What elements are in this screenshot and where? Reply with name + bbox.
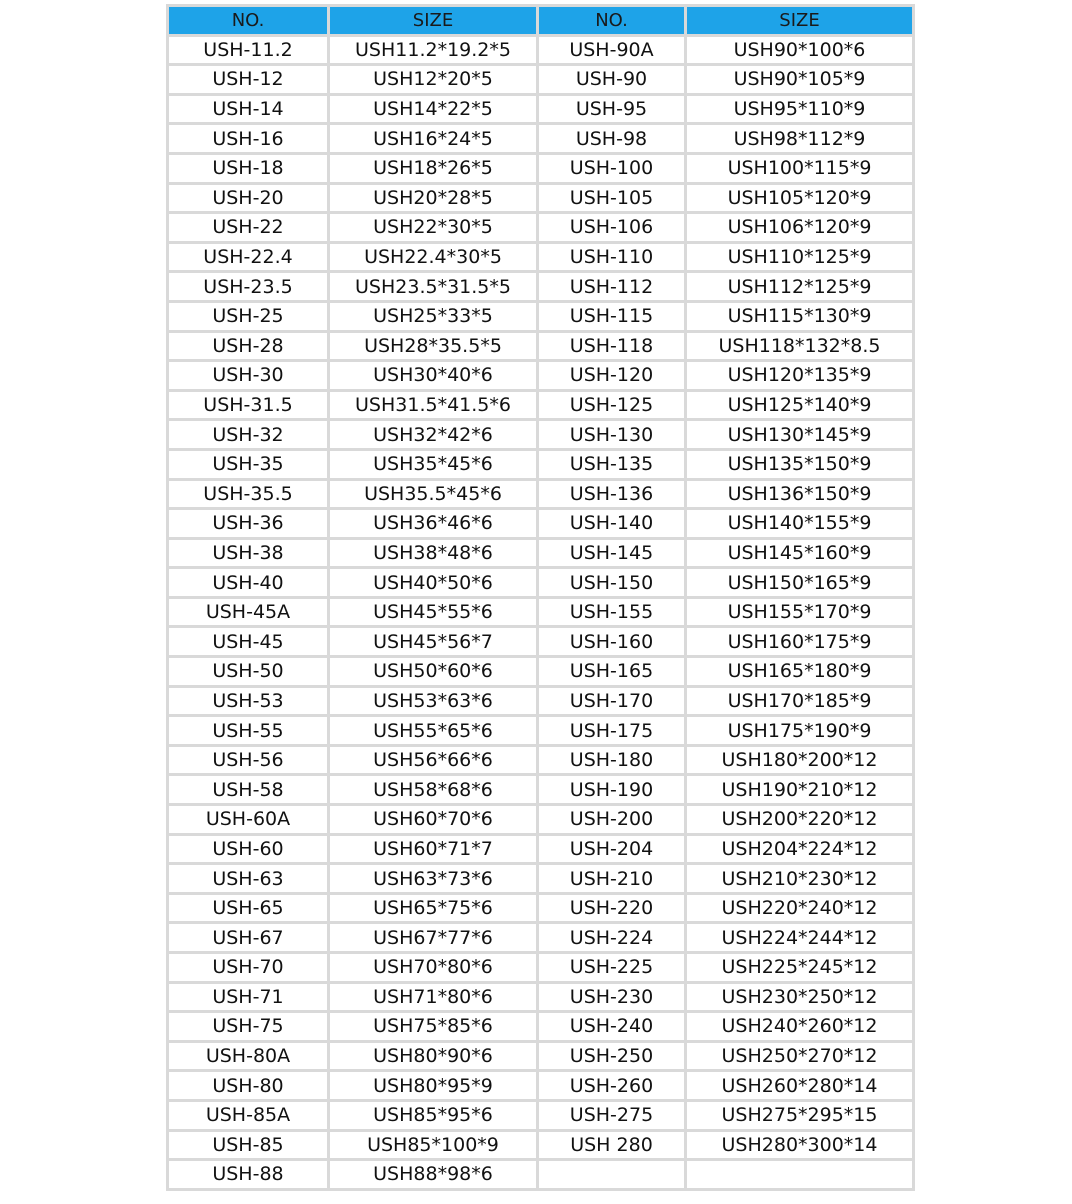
table-row — [169, 1043, 912, 1070]
header-size-left: SIZE — [330, 7, 536, 34]
table-row — [169, 836, 912, 863]
size-left-cell: USH14*22*5 — [330, 96, 536, 123]
size-left-cell: USH28*35.5*5 — [330, 333, 536, 360]
no-right-cell: USH-224 — [539, 924, 684, 951]
no-left-cell: USH-65 — [169, 895, 327, 922]
header-size-right: SIZE — [687, 7, 912, 34]
no-left-cell: USH-85A — [169, 1102, 327, 1129]
no-left-cell: USH-22 — [169, 214, 327, 241]
size-left-cell: USH35*45*6 — [330, 451, 536, 478]
size-left-cell: USH45*55*6 — [330, 599, 536, 626]
size-left-cell: USH53*63*6 — [330, 688, 536, 715]
no-right-cell: USH-210 — [539, 865, 684, 892]
table-row — [169, 155, 912, 182]
header-row — [169, 7, 912, 34]
size-right-cell: USH110*125*9 — [687, 244, 912, 271]
size-right-cell: USH170*185*9 — [687, 688, 912, 715]
no-right-cell: USH-225 — [539, 954, 684, 981]
size-left-cell: USH60*70*6 — [330, 806, 536, 833]
no-right-cell: USH-145 — [539, 540, 684, 567]
size-left-cell: USH31.5*41.5*6 — [330, 392, 536, 419]
table-row — [169, 954, 912, 981]
table-row — [169, 776, 912, 803]
no-left-cell: USH-40 — [169, 569, 327, 596]
no-right-cell: USH-112 — [539, 273, 684, 300]
size-right-cell: USH98*112*9 — [687, 125, 912, 152]
size-left-cell: USH38*48*6 — [330, 540, 536, 567]
no-left-cell: USH-80 — [169, 1072, 327, 1099]
no-left-cell: USH-32 — [169, 421, 327, 448]
size-right-cell: USH130*145*9 — [687, 421, 912, 448]
size-right-cell — [687, 1161, 912, 1188]
size-left-cell: USH85*100*9 — [330, 1132, 536, 1159]
no-left-cell: USH-71 — [169, 984, 327, 1011]
size-left-cell: USH40*50*6 — [330, 569, 536, 596]
table-row — [169, 185, 912, 212]
table-row — [169, 569, 912, 596]
no-right-cell: USH-180 — [539, 747, 684, 774]
table-row — [169, 392, 912, 419]
table-row — [169, 599, 912, 626]
table-row — [169, 244, 912, 271]
no-right-cell: USH-115 — [539, 303, 684, 330]
table-row — [169, 96, 912, 123]
size-right-cell: USH210*230*12 — [687, 865, 912, 892]
table-row — [169, 1072, 912, 1099]
no-left-cell: USH-56 — [169, 747, 327, 774]
size-right-cell: USH230*250*12 — [687, 984, 912, 1011]
size-left-cell: USH80*95*9 — [330, 1072, 536, 1099]
size-left-cell: USH63*73*6 — [330, 865, 536, 892]
size-right-cell: USH106*120*9 — [687, 214, 912, 241]
no-right-cell: USH-150 — [539, 569, 684, 596]
header-no-left: NO. — [169, 7, 327, 34]
no-left-cell: USH-36 — [169, 510, 327, 537]
size-right-cell: USH190*210*12 — [687, 776, 912, 803]
no-right-cell: USH-135 — [539, 451, 684, 478]
table-row — [169, 628, 912, 655]
no-right-cell: USH 280 — [539, 1132, 684, 1159]
size-left-cell: USH45*56*7 — [330, 628, 536, 655]
table-row — [169, 421, 912, 448]
no-left-cell: USH-45 — [169, 628, 327, 655]
no-left-cell: USH-75 — [169, 1013, 327, 1040]
no-right-cell: USH-105 — [539, 185, 684, 212]
no-left-cell: USH-25 — [169, 303, 327, 330]
no-right-cell: USH-165 — [539, 658, 684, 685]
table-row — [169, 1013, 912, 1040]
size-left-cell: USH70*80*6 — [330, 954, 536, 981]
size-left-cell: USH55*65*6 — [330, 717, 536, 744]
size-left-cell: USH25*33*5 — [330, 303, 536, 330]
size-left-cell: USH18*26*5 — [330, 155, 536, 182]
size-left-cell: USH56*66*6 — [330, 747, 536, 774]
no-left-cell: USH-31.5 — [169, 392, 327, 419]
no-left-cell: USH-67 — [169, 924, 327, 951]
size-right-cell: USH165*180*9 — [687, 658, 912, 685]
size-right-cell: USH280*300*14 — [687, 1132, 912, 1159]
size-right-cell: USH275*295*15 — [687, 1102, 912, 1129]
size-right-cell: USH90*105*9 — [687, 66, 912, 93]
no-left-cell: USH-63 — [169, 865, 327, 892]
no-right-cell: USH-175 — [539, 717, 684, 744]
size-right-cell: USH90*100*6 — [687, 37, 912, 64]
no-right-cell: USH-98 — [539, 125, 684, 152]
table-row — [169, 451, 912, 478]
no-right-cell: USH-120 — [539, 362, 684, 389]
table-row — [169, 214, 912, 241]
table-row — [169, 1102, 912, 1129]
table-row — [169, 658, 912, 685]
size-right-cell: USH160*175*9 — [687, 628, 912, 655]
no-right-cell: USH-155 — [539, 599, 684, 626]
header-no-right: NO. — [539, 7, 684, 34]
size-left-cell: USH22.4*30*5 — [330, 244, 536, 271]
size-right-cell: USH125*140*9 — [687, 392, 912, 419]
size-right-cell: USH136*150*9 — [687, 481, 912, 508]
table-row — [169, 37, 912, 64]
no-left-cell: USH-20 — [169, 185, 327, 212]
no-right-cell: USH-100 — [539, 155, 684, 182]
size-left-cell: USH67*77*6 — [330, 924, 536, 951]
no-right-cell: USH-250 — [539, 1043, 684, 1070]
size-right-cell: USH200*220*12 — [687, 806, 912, 833]
no-right-cell: USH-95 — [539, 96, 684, 123]
size-right-cell: USH220*240*12 — [687, 895, 912, 922]
size-left-cell: USH85*95*6 — [330, 1102, 536, 1129]
size-left-cell: USH16*24*5 — [330, 125, 536, 152]
no-right-cell: USH-110 — [539, 244, 684, 271]
size-right-cell: USH240*260*12 — [687, 1013, 912, 1040]
no-right-cell: USH-118 — [539, 333, 684, 360]
no-left-cell: USH-58 — [169, 776, 327, 803]
size-left-cell: USH88*98*6 — [330, 1161, 536, 1188]
no-left-cell: USH-45A — [169, 599, 327, 626]
size-left-cell: USH36*46*6 — [330, 510, 536, 537]
table-row — [169, 688, 912, 715]
table-row — [169, 540, 912, 567]
table-row — [169, 362, 912, 389]
size-right-cell: USH105*120*9 — [687, 185, 912, 212]
table-row — [169, 481, 912, 508]
size-left-cell: USH23.5*31.5*5 — [330, 273, 536, 300]
no-right-cell: USH-190 — [539, 776, 684, 803]
size-left-cell: USH30*40*6 — [330, 362, 536, 389]
table-row — [169, 303, 912, 330]
table-row — [169, 984, 912, 1011]
size-right-cell: USH204*224*12 — [687, 836, 912, 863]
table-row — [169, 273, 912, 300]
size-left-cell: USH32*42*6 — [330, 421, 536, 448]
no-right-cell: USH-140 — [539, 510, 684, 537]
size-right-cell: USH250*270*12 — [687, 1043, 912, 1070]
no-left-cell: USH-12 — [169, 66, 327, 93]
no-right-cell: USH-125 — [539, 392, 684, 419]
table-body — [169, 37, 912, 1188]
no-left-cell: USH-53 — [169, 688, 327, 715]
size-right-cell: USH95*110*9 — [687, 96, 912, 123]
size-right-cell: USH118*132*8.5 — [687, 333, 912, 360]
no-right-cell: USH-204 — [539, 836, 684, 863]
size-right-cell: USH120*135*9 — [687, 362, 912, 389]
no-left-cell: USH-80A — [169, 1043, 327, 1070]
no-right-cell: USH-90A — [539, 37, 684, 64]
no-left-cell: USH-28 — [169, 333, 327, 360]
size-right-cell: USH135*150*9 — [687, 451, 912, 478]
size-left-cell: USH65*75*6 — [330, 895, 536, 922]
size-right-cell: USH225*245*12 — [687, 954, 912, 981]
table-row — [169, 717, 912, 744]
size-right-cell: USH224*244*12 — [687, 924, 912, 951]
no-right-cell: USH-136 — [539, 481, 684, 508]
size-right-cell: USH150*165*9 — [687, 569, 912, 596]
no-right-cell: USH-106 — [539, 214, 684, 241]
table-row — [169, 747, 912, 774]
no-right-cell: USH-160 — [539, 628, 684, 655]
no-left-cell: USH-35 — [169, 451, 327, 478]
table-header — [169, 7, 912, 34]
size-right-cell: USH155*170*9 — [687, 599, 912, 626]
no-right-cell: USH-260 — [539, 1072, 684, 1099]
no-left-cell: USH-50 — [169, 658, 327, 685]
no-right-cell: USH-130 — [539, 421, 684, 448]
no-right-cell: USH-220 — [539, 895, 684, 922]
no-left-cell: USH-14 — [169, 96, 327, 123]
size-table-container — [166, 4, 912, 1191]
no-right-cell: USH-240 — [539, 1013, 684, 1040]
size-left-cell: USH80*90*6 — [330, 1043, 536, 1070]
size-left-cell: USH11.2*19.2*5 — [330, 37, 536, 64]
table-row — [169, 806, 912, 833]
size-right-cell: USH175*190*9 — [687, 717, 912, 744]
no-left-cell: USH-38 — [169, 540, 327, 567]
size-right-cell: USH112*125*9 — [687, 273, 912, 300]
table-row — [169, 1132, 912, 1159]
no-left-cell: USH-88 — [169, 1161, 327, 1188]
no-right-cell: USH-90 — [539, 66, 684, 93]
table-row — [169, 895, 912, 922]
table-row — [169, 66, 912, 93]
table-row — [169, 1161, 912, 1188]
no-right-cell: USH-275 — [539, 1102, 684, 1129]
no-left-cell: USH-60A — [169, 806, 327, 833]
size-right-cell: USH260*280*14 — [687, 1072, 912, 1099]
size-left-cell: USH71*80*6 — [330, 984, 536, 1011]
no-left-cell: USH-22.4 — [169, 244, 327, 271]
table-row — [169, 125, 912, 152]
no-left-cell: USH-35.5 — [169, 481, 327, 508]
size-left-cell: USH22*30*5 — [330, 214, 536, 241]
no-right-cell: USH-230 — [539, 984, 684, 1011]
table-row — [169, 333, 912, 360]
table-row — [169, 510, 912, 537]
no-left-cell: USH-85 — [169, 1132, 327, 1159]
no-left-cell: USH-18 — [169, 155, 327, 182]
no-right-cell: USH-200 — [539, 806, 684, 833]
size-left-cell: USH58*68*6 — [330, 776, 536, 803]
size-left-cell: USH20*28*5 — [330, 185, 536, 212]
no-left-cell: USH-60 — [169, 836, 327, 863]
no-left-cell: USH-23.5 — [169, 273, 327, 300]
no-left-cell: USH-11.2 — [169, 37, 327, 64]
table-row — [169, 865, 912, 892]
size-right-cell: USH180*200*12 — [687, 747, 912, 774]
size-right-cell: USH115*130*9 — [687, 303, 912, 330]
no-left-cell: USH-30 — [169, 362, 327, 389]
size-left-cell: USH75*85*6 — [330, 1013, 536, 1040]
size-left-cell: USH60*71*7 — [330, 836, 536, 863]
size-table — [166, 4, 915, 1191]
no-left-cell: USH-16 — [169, 125, 327, 152]
size-right-cell: USH100*115*9 — [687, 155, 912, 182]
size-right-cell: USH140*155*9 — [687, 510, 912, 537]
no-right-cell: USH-170 — [539, 688, 684, 715]
table-row — [169, 924, 912, 951]
size-left-cell: USH12*20*5 — [330, 66, 536, 93]
no-right-cell — [539, 1161, 684, 1188]
no-left-cell: USH-70 — [169, 954, 327, 981]
no-left-cell: USH-55 — [169, 717, 327, 744]
size-left-cell: USH35.5*45*6 — [330, 481, 536, 508]
size-left-cell: USH50*60*6 — [330, 658, 536, 685]
size-right-cell: USH145*160*9 — [687, 540, 912, 567]
